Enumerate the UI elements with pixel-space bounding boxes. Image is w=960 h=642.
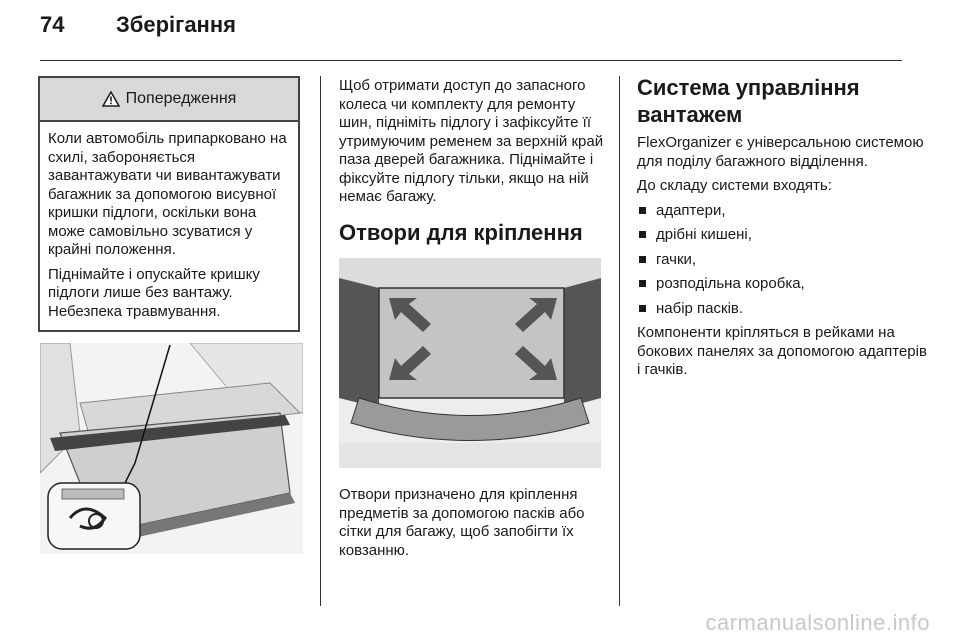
cargo-system-intro: FlexOrganizer є універсальною системою для поділу багажного відділення. — [637, 134, 924, 170]
column-divider — [619, 76, 620, 606]
intro-text — [339, 77, 609, 207]
bullet-icon — [639, 256, 646, 263]
cargo-system-heading: Система управління вантажем — [637, 75, 860, 127]
intro-paragraph: Щоб отримати доступ до запасного колеса чи комплекту для ремонту шин, підніміть підлогу і зафіксуйте її утримуючим ременем за верхній край паза дверей багажника. Піднімайте і фіксуйте підлогу тільки, якщо на ній немає багажу. — [339, 77, 604, 205]
warning-paragraph: Коли автомобіль припарковано на схилі, забороняється завантажувати чи вивантажувати багажник за допомогою висувної кришки підлоги, оскільки вона може самовільно зсуватися у крайні положення. — [48, 130, 287, 258]
list-item-label: набір пасків. — [656, 299, 744, 317]
warning-paragraph: Піднімайте і опускайте кришку підлоги лише без вантажу. Небезпека травмування. — [48, 265, 260, 320]
warning-body — [40, 122, 298, 321]
list-item — [637, 226, 927, 245]
list-item — [637, 300, 927, 319]
page-number: 74 — [40, 12, 65, 37]
column-divider — [320, 76, 321, 606]
bullet-icon — [639, 280, 646, 287]
trunk-floor-illustration — [40, 343, 303, 554]
warning-title: Попередження — [125, 90, 237, 107]
list-item — [637, 275, 927, 294]
list-item — [637, 251, 927, 270]
list-item-label: гачки, — [656, 250, 697, 268]
section-title: Зберігання — [116, 12, 236, 37]
watermark: carmanualsonline.info — [705, 610, 930, 635]
list-item-label: адаптери, — [656, 201, 726, 219]
list-item-label: дрібні кишені, — [656, 226, 752, 243]
warning-box — [38, 76, 300, 332]
bullet-icon — [639, 207, 646, 214]
list-item-label: розподільна коробка, — [656, 275, 805, 292]
tie-down-caption: Отвори призначено для кріплення предметів за допомогою пасків або сітки для багажу, щоб запобігти їх ковзанню. — [339, 486, 585, 559]
warning-triangle-icon — [102, 91, 120, 107]
cargo-system-text — [637, 134, 927, 386]
warning-header — [40, 78, 298, 122]
tie-down-heading: Отвори для кріплення — [339, 220, 583, 245]
bullet-icon — [639, 231, 646, 238]
components-list — [637, 202, 927, 319]
list-item — [637, 202, 927, 221]
bullet-icon — [639, 305, 646, 312]
tie-down-eyes-illustration — [339, 258, 601, 468]
header-divider — [40, 60, 902, 61]
components-outro: Компоненти кріпляться в рейками на бокових панелях за допомогою адаптерів і гачків. — [637, 324, 927, 378]
components-intro: До складу системи входять: — [637, 177, 832, 194]
